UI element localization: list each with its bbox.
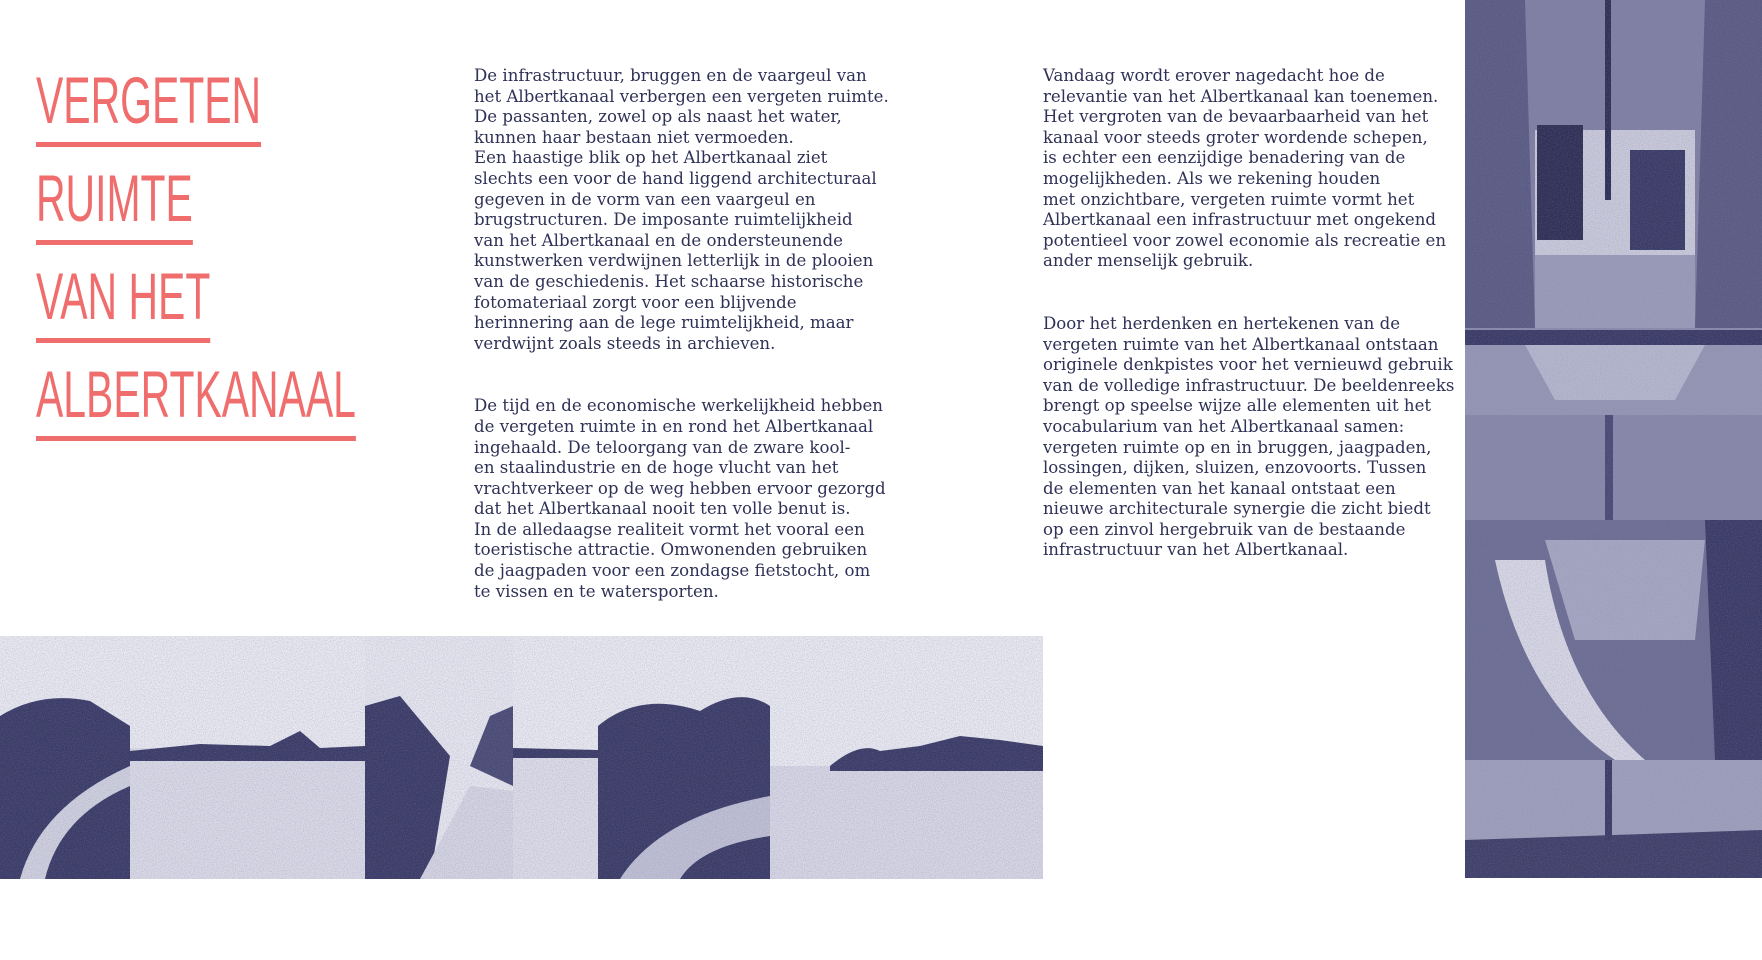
column2-paragraph-1: Vandaag wordt erover nagedacht hoe de relevantie van het Albertkanaal kan toenemen. Het vergroten van de bevaarbaarheid van het kanaal voor steeds groter wordende schepen, is echter een eenzijdige benadering van de mogelijkheden. Als we rekening houden met onzichtbare, vergeten ruimte vormt het Albertkanaal een infrastructuur met ongekend potentieel voor zowel economie als recreatie en ander menselijk gebruik.: [1043, 66, 1447, 271]
lock-photo-collage: [1465, 0, 1762, 878]
column1-paragraph-1: De infrastructuur, bruggen en de vaargeul van het Albertkanaal verbergen een vergeten ruimte. De passanten, zowel op als naast het water, kunnen haar bestaan niet vermoeden. Een haastige blik op het Albertkanaal ziet slechts een voor de hand liggend architecturaal gegeven in de vorm van een vaargeul en brugstructuren. De imposante ruimtelijkheid van het Albertkanaal en de ondersteunende kunstwerken verdwijnen letterlijk in de plooien van de geschiedenis. Het schaarse historische fotomateriaal zorgt voor een blijvende herinnering aan de lege ruimtelijkheid, maar verdwijnt zoals steeds in archieven.: [474, 66, 889, 353]
canal-photo-collage: [0, 636, 1043, 879]
text-column-2: [1043, 66, 1473, 561]
title-line-2: RUIMTE: [36, 156, 193, 245]
text-column-1: [474, 66, 894, 602]
canal-photo-strip: [0, 636, 1043, 879]
page-title: [36, 58, 366, 450]
column2-paragraph-2: Door het herdenken en hertekenen van de vergeten ruimte van het Albertkanaal ontstaan originele denkpistes voor het vernieuwd gebruik van de volledige infrastructuur. De beeldenreeks brengt op speelse wijze alle elementen uit het vocabularium van het Albertkanaal samen: vergeten ruimte op en in bruggen, jaagpaden, lossingen, dijken, sluizen, enzovoorts. Tussen de elementen van het kanaal ontstaat een nieuwe architecturale synergie die zicht biedt op een zinvol hergebruik van de bestaande infrastructuur van het Albertkanaal.: [1043, 313, 1455, 560]
lock-construction-photo: [1465, 0, 1762, 878]
title-line-1: VERGETEN: [36, 58, 261, 147]
column1-paragraph-2: De tijd en de economische werkelijkheid hebben de vergeten ruimte in en rond het Albertkanaal ingehaald. De teloorgang van de zware kool- en staalindustrie en de hoge vlucht van het vrachtverkeer op de weg hebben ervoor gezorgd dat het Albertkanaal nooit ten volle benut is. In de alledaagse realiteit vormt het vooral een toeristische attractie. Omwonenden gebruiken de jaagpaden voor een zondagse fietstocht, om te vissen en te watersporten.: [474, 396, 886, 601]
title-line-4: ALBERTKANAAL: [36, 352, 356, 441]
title-line-3: VAN HET: [36, 254, 210, 343]
